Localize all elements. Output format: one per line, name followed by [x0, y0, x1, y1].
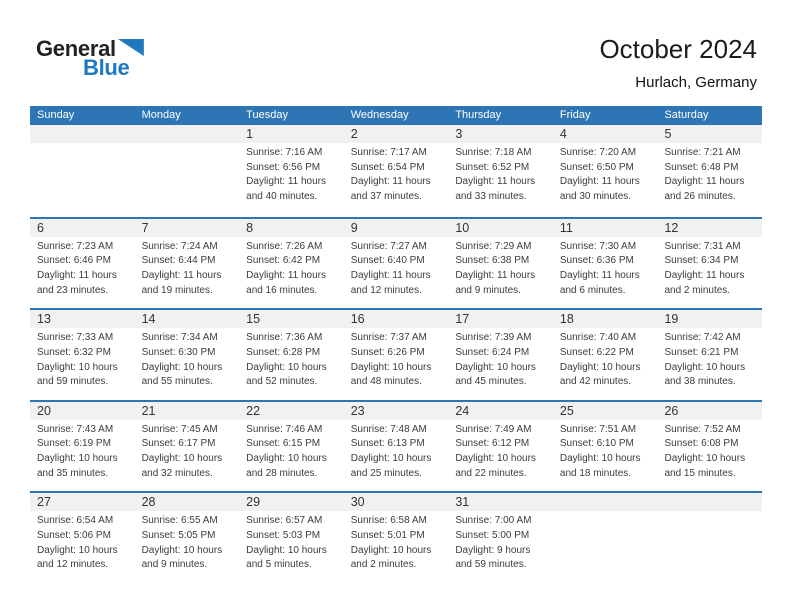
day-25-daylight-line2: and 18 minutes.: [559, 467, 632, 479]
weekday-header-tuesday: Tuesday: [246, 109, 288, 121]
day-number-21: 21: [141, 403, 156, 418]
day-cell-29: [239, 511, 344, 573]
day-number-19: 19: [664, 312, 679, 327]
day-cell-27: [30, 511, 135, 573]
week-row-2: [30, 217, 762, 309]
day-number-18: 18: [559, 312, 574, 327]
day-19-sunset: Sunset: 6:21 PM: [664, 346, 739, 358]
day-18-daylight-line1: Daylight: 10 hours: [559, 361, 641, 373]
day-9-sunrise: Sunrise: 7:27 AM: [350, 240, 427, 252]
day-number-29: 29: [246, 495, 261, 510]
day-25-sunrise: Sunrise: 7:51 AM: [559, 423, 637, 435]
day-29-sunset: Sunset: 5:03 PM: [246, 530, 321, 542]
day-1-sunset: Sunset: 6:56 PM: [246, 161, 321, 173]
day-22-daylight-line2: and 28 minutes.: [246, 467, 318, 479]
day-23-daylight-line1: Daylight: 10 hours: [350, 453, 432, 465]
day-number-28: 28: [141, 495, 156, 510]
day-6-daylight-line1: Daylight: 11 hours: [37, 270, 117, 281]
day-number-5: 5: [664, 127, 672, 141]
general-blue-logo: [36, 38, 144, 79]
day-15-sunset: Sunset: 6:28 PM: [246, 346, 321, 358]
day-30-daylight-line1: Daylight: 10 hours: [350, 544, 432, 556]
day-22-sunrise: Sunrise: 7:46 AM: [246, 423, 323, 435]
day-16-daylight-line1: Daylight: 10 hours: [350, 361, 432, 373]
day-10-sunrise: Sunrise: 7:29 AM: [455, 240, 532, 252]
calendar-table: [30, 106, 762, 583]
day-number-band: [30, 125, 762, 143]
day-cell-21: [135, 420, 240, 482]
day-number-7: 7: [141, 220, 149, 235]
weekday-header-thursday: Thursday: [455, 109, 502, 121]
day-28-sunset: Sunset: 5:05 PM: [141, 530, 216, 542]
day-30-sunrise: Sunrise: 6:58 AM: [350, 515, 427, 527]
day-number-31: 31: [455, 495, 470, 510]
day-cell-22: [239, 420, 344, 482]
day-24-daylight-line1: Daylight: 10 hours: [455, 453, 536, 465]
weekday-header-saturday: Saturday: [664, 109, 709, 121]
day-3-sunset: Sunset: 6:52 PM: [455, 161, 530, 173]
day-27-sunrise: Sunrise: 6:54 AM: [37, 515, 114, 527]
day-3-daylight-line1: Daylight: 11 hours: [455, 176, 536, 188]
week-row-3: [30, 308, 762, 400]
day-27-sunset: Sunset: 5:06 PM: [37, 530, 111, 542]
day-9-daylight-line2: and 12 minutes.: [350, 284, 422, 296]
day-7-daylight-line2: and 19 minutes.: [141, 284, 213, 296]
day-17-sunrise: Sunrise: 7:39 AM: [455, 332, 532, 344]
day-cell-23: [344, 420, 449, 482]
day-21-sunrise: Sunrise: 7:45 AM: [141, 423, 218, 435]
day-11-daylight-line1: Daylight: 11 hours: [559, 270, 640, 281]
day-cell-5: [657, 143, 762, 205]
day-20-daylight-line2: and 35 minutes.: [37, 467, 109, 479]
day-number-1: 1: [246, 127, 254, 141]
day-22-sunset: Sunset: 6:15 PM: [246, 438, 321, 450]
day-6-daylight-line2: and 23 minutes.: [37, 284, 109, 296]
day-cell-15: [239, 328, 344, 390]
week-row-1: [30, 125, 762, 217]
day-10-sunset: Sunset: 6:38 PM: [455, 255, 530, 267]
weekday-header-wednesday: Wednesday: [350, 109, 409, 121]
week-row-4: [30, 400, 762, 492]
day-4-daylight-line1: Daylight: 11 hours: [559, 176, 640, 188]
day-19-daylight-line1: Daylight: 10 hours: [664, 361, 746, 373]
day-29-daylight-line2: and 5 minutes.: [246, 559, 312, 571]
day-12-sunrise: Sunrise: 7:31 AM: [664, 240, 741, 252]
day-7-daylight-line1: Daylight: 11 hours: [141, 270, 222, 281]
day-number-30: 30: [350, 495, 365, 510]
day-cell-12: [657, 237, 762, 299]
week-body: [30, 143, 762, 205]
day-14-sunset: Sunset: 6:30 PM: [141, 346, 216, 358]
day-28-daylight-line2: and 9 minutes.: [141, 559, 208, 571]
day-29-sunrise: Sunrise: 6:57 AM: [246, 515, 323, 527]
empty-band-cell: [135, 125, 240, 143]
day-15-daylight-line1: Daylight: 10 hours: [246, 361, 327, 373]
day-12-daylight-line2: and 2 minutes.: [664, 284, 731, 296]
day-18-daylight-line2: and 42 minutes.: [559, 376, 632, 388]
day-number-3: 3: [455, 127, 463, 141]
day-cell-13: [30, 328, 135, 390]
day-3-sunrise: Sunrise: 7:18 AM: [455, 147, 532, 158]
day-2-daylight-line2: and 37 minutes.: [350, 191, 422, 203]
day-14-sunrise: Sunrise: 7:34 AM: [141, 332, 218, 344]
day-cell-3: [448, 143, 553, 205]
day-26-daylight-line2: and 15 minutes.: [664, 467, 736, 479]
day-4-daylight-line2: and 30 minutes.: [559, 191, 632, 203]
day-17-sunset: Sunset: 6:24 PM: [455, 346, 530, 358]
empty-day-cell: [553, 511, 658, 573]
day-cell-31: [448, 511, 553, 573]
day-cell-8: [239, 237, 344, 299]
day-6-sunrise: Sunrise: 7:23 AM: [37, 240, 114, 252]
day-cell-1: [239, 143, 344, 205]
day-cell-4: [553, 143, 658, 205]
day-6-sunset: Sunset: 6:46 PM: [37, 255, 111, 267]
week-body: [30, 420, 762, 482]
day-13-daylight-line2: and 59 minutes.: [37, 376, 109, 388]
empty-band-cell: [657, 493, 762, 511]
day-25-sunset: Sunset: 6:10 PM: [559, 438, 634, 450]
day-23-daylight-line2: and 25 minutes.: [350, 467, 422, 479]
day-number-15: 15: [246, 312, 261, 327]
day-4-sunrise: Sunrise: 7:20 AM: [559, 147, 637, 158]
week-body: [30, 511, 762, 573]
day-20-sunrise: Sunrise: 7:43 AM: [37, 423, 114, 435]
day-17-daylight-line1: Daylight: 10 hours: [455, 361, 536, 373]
day-2-sunrise: Sunrise: 7:17 AM: [350, 147, 427, 158]
day-1-sunrise: Sunrise: 7:16 AM: [246, 147, 323, 158]
day-26-sunset: Sunset: 6:08 PM: [664, 438, 739, 450]
day-cell-11: [553, 237, 658, 299]
day-cell-16: [344, 328, 449, 390]
day-4-sunset: Sunset: 6:50 PM: [559, 161, 634, 173]
day-19-sunrise: Sunrise: 7:42 AM: [664, 332, 741, 344]
day-1-daylight-line2: and 40 minutes.: [246, 191, 318, 203]
week-body: [30, 237, 762, 299]
day-27-daylight-line1: Daylight: 10 hours: [37, 544, 118, 556]
day-number-8: 8: [246, 220, 254, 235]
day-8-daylight-line1: Daylight: 11 hours: [246, 270, 327, 281]
day-10-daylight-line2: and 9 minutes.: [455, 284, 521, 296]
day-23-sunrise: Sunrise: 7:48 AM: [350, 423, 427, 435]
day-number-27: 27: [37, 495, 51, 510]
day-14-daylight-line2: and 55 minutes.: [141, 376, 213, 388]
empty-day-cell: [30, 143, 135, 205]
day-13-sunrise: Sunrise: 7:33 AM: [37, 332, 114, 344]
day-5-daylight-line1: Daylight: 11 hours: [664, 176, 745, 188]
day-26-sunrise: Sunrise: 7:52 AM: [664, 423, 741, 435]
day-8-sunrise: Sunrise: 7:26 AM: [246, 240, 323, 252]
day-30-sunset: Sunset: 5:01 PM: [350, 530, 425, 542]
day-number-10: 10: [455, 220, 470, 235]
week-row-5: [30, 491, 762, 583]
day-8-daylight-line2: and 16 minutes.: [246, 284, 318, 296]
day-20-daylight-line1: Daylight: 10 hours: [37, 453, 118, 465]
day-number-16: 16: [350, 312, 365, 327]
logo-text-blue: Blue: [83, 55, 130, 80]
weekday-header-row: [30, 106, 762, 125]
location-subtitle: Hurlach, Germany: [635, 74, 757, 91]
day-9-daylight-line1: Daylight: 11 hours: [350, 270, 431, 281]
day-cell-7: [135, 237, 240, 299]
day-18-sunrise: Sunrise: 7:40 AM: [559, 332, 637, 344]
day-24-daylight-line2: and 22 minutes.: [455, 467, 527, 479]
day-30-daylight-line2: and 2 minutes.: [350, 559, 417, 571]
day-21-sunset: Sunset: 6:17 PM: [141, 438, 216, 450]
weekday-header-sunday: Sunday: [37, 109, 75, 121]
day-26-daylight-line1: Daylight: 10 hours: [664, 453, 746, 465]
day-cell-6: [30, 237, 135, 299]
day-28-sunrise: Sunrise: 6:55 AM: [141, 515, 218, 527]
day-9-sunset: Sunset: 6:40 PM: [350, 255, 425, 267]
day-cell-10: [448, 237, 553, 299]
day-15-sunrise: Sunrise: 7:36 AM: [246, 332, 323, 344]
empty-day-cell: [657, 511, 762, 573]
day-5-daylight-line2: and 26 minutes.: [664, 191, 736, 203]
day-16-daylight-line2: and 48 minutes.: [350, 376, 422, 388]
day-number-9: 9: [350, 220, 358, 235]
day-14-daylight-line1: Daylight: 10 hours: [141, 361, 223, 373]
day-number-14: 14: [141, 312, 156, 327]
day-2-sunset: Sunset: 6:54 PM: [350, 161, 425, 173]
day-16-sunrise: Sunrise: 7:37 AM: [350, 332, 427, 344]
day-cell-19: [657, 328, 762, 390]
day-cell-25: [553, 420, 658, 482]
day-number-23: 23: [350, 403, 365, 418]
day-28-daylight-line1: Daylight: 10 hours: [141, 544, 223, 556]
day-11-daylight-line2: and 6 minutes.: [559, 284, 626, 296]
logo-text-general: General: [36, 36, 116, 61]
day-number-6: 6: [37, 220, 44, 235]
day-number-11: 11: [559, 220, 573, 235]
day-20-sunset: Sunset: 6:19 PM: [37, 438, 111, 450]
day-16-sunset: Sunset: 6:26 PM: [350, 346, 425, 358]
day-number-12: 12: [664, 220, 679, 235]
day-24-sunset: Sunset: 6:12 PM: [455, 438, 530, 450]
day-1-daylight-line1: Daylight: 11 hours: [246, 176, 327, 188]
calendar-weeks: [30, 125, 762, 583]
week-body: [30, 328, 762, 390]
day-cell-30: [344, 511, 449, 573]
day-27-daylight-line2: and 12 minutes.: [37, 559, 109, 571]
day-11-sunrise: Sunrise: 7:30 AM: [559, 240, 637, 252]
day-24-sunrise: Sunrise: 7:49 AM: [455, 423, 532, 435]
day-7-sunrise: Sunrise: 7:24 AM: [141, 240, 218, 252]
day-number-band: [30, 493, 762, 511]
day-13-daylight-line1: Daylight: 10 hours: [37, 361, 118, 373]
day-cell-20: [30, 420, 135, 482]
day-cell-26: [657, 420, 762, 482]
day-number-band: [30, 402, 762, 420]
day-17-daylight-line2: and 45 minutes.: [455, 376, 527, 388]
month-title: October 2024: [599, 34, 757, 64]
day-number-band: [30, 310, 762, 328]
weekday-header-friday: Friday: [559, 109, 591, 121]
day-cell-28: [135, 511, 240, 573]
day-25-daylight-line1: Daylight: 10 hours: [559, 453, 641, 465]
day-number-band: [30, 219, 762, 237]
day-number-26: 26: [664, 403, 679, 418]
day-5-sunset: Sunset: 6:48 PM: [664, 161, 739, 173]
day-10-daylight-line1: Daylight: 11 hours: [455, 270, 536, 281]
empty-day-cell: [135, 143, 240, 205]
day-29-daylight-line1: Daylight: 10 hours: [246, 544, 327, 556]
day-8-sunset: Sunset: 6:42 PM: [246, 255, 321, 267]
empty-band-cell: [30, 125, 135, 143]
day-12-daylight-line1: Daylight: 11 hours: [664, 270, 745, 281]
day-15-daylight-line2: and 52 minutes.: [246, 376, 318, 388]
day-31-daylight-line1: Daylight: 9 hours: [455, 544, 531, 556]
day-7-sunset: Sunset: 6:44 PM: [141, 255, 216, 267]
day-number-2: 2: [350, 127, 358, 141]
day-cell-9: [344, 237, 449, 299]
day-cell-17: [448, 328, 553, 390]
day-number-20: 20: [37, 403, 51, 418]
day-13-sunset: Sunset: 6:32 PM: [37, 346, 111, 358]
day-cell-14: [135, 328, 240, 390]
logo-triangle-icon: [118, 39, 144, 56]
day-31-daylight-line2: and 59 minutes.: [455, 559, 527, 571]
day-18-sunset: Sunset: 6:22 PM: [559, 346, 634, 358]
day-cell-2: [344, 143, 449, 205]
day-31-sunrise: Sunrise: 7:00 AM: [455, 515, 532, 527]
weekday-header-monday: Monday: [141, 109, 181, 121]
day-number-24: 24: [455, 403, 470, 418]
day-number-4: 4: [559, 127, 567, 141]
day-21-daylight-line2: and 32 minutes.: [141, 467, 213, 479]
day-22-daylight-line1: Daylight: 10 hours: [246, 453, 327, 465]
day-cell-18: [553, 328, 658, 390]
day-11-sunset: Sunset: 6:36 PM: [559, 255, 634, 267]
day-31-sunset: Sunset: 5:00 PM: [455, 530, 530, 542]
day-number-22: 22: [246, 403, 261, 418]
day-19-daylight-line2: and 38 minutes.: [664, 376, 736, 388]
day-21-daylight-line1: Daylight: 10 hours: [141, 453, 223, 465]
day-12-sunset: Sunset: 6:34 PM: [664, 255, 739, 267]
day-5-sunrise: Sunrise: 7:21 AM: [664, 147, 741, 158]
day-cell-24: [448, 420, 553, 482]
day-number-25: 25: [559, 403, 574, 418]
empty-band-cell: [553, 493, 658, 511]
day-number-17: 17: [455, 312, 470, 327]
day-3-daylight-line2: and 33 minutes.: [455, 191, 527, 203]
day-number-13: 13: [37, 312, 51, 327]
day-23-sunset: Sunset: 6:13 PM: [350, 438, 425, 450]
day-2-daylight-line1: Daylight: 11 hours: [350, 176, 431, 188]
